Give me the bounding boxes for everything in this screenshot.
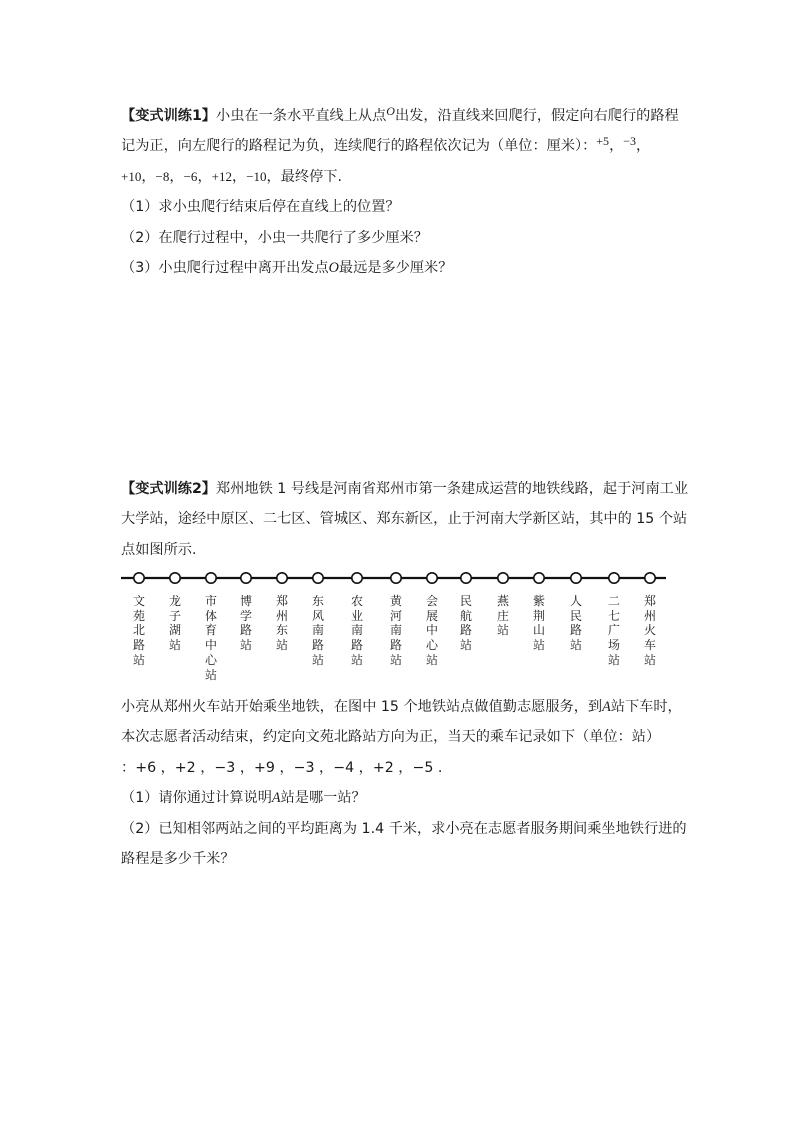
station-label: 东风南路站	[311, 594, 324, 667]
station-label: 二七广场站	[607, 594, 620, 667]
station-label: 市体育中心站	[204, 594, 217, 682]
separator: ，	[141, 169, 156, 185]
station-dot	[609, 573, 619, 583]
p1-question-1: （1）求小虫爬行结束后停在直线上的位置？	[121, 199, 400, 215]
point-o-label: O	[328, 260, 339, 276]
station-dot	[534, 573, 544, 583]
p2-after-line-1	[121, 697, 682, 717]
value-6: +12	[211, 169, 232, 184]
p2-question-2-line-1: （2）已知相邻两站之间的平均距离为 1.4 千米，求小亮在志愿者服务期间乘坐地铁行进的	[121, 821, 687, 837]
station-dot	[645, 573, 655, 583]
value-4: −8	[155, 169, 170, 184]
station-label: 郑州火车站	[643, 594, 656, 667]
station-label: 燕庄站	[496, 594, 509, 638]
separator: ，	[231, 169, 247, 185]
station-a-label: A	[602, 699, 611, 715]
station-dot	[571, 573, 581, 583]
p2-question-2-line-2: 路程是多少千米？	[121, 851, 235, 867]
station-dot	[241, 573, 251, 583]
station-a-label: A	[271, 790, 281, 806]
station-label: 人民路站	[569, 594, 582, 653]
p2-text: 小亮从郑州火车站开始乘坐地铁，在图中 15 个地铁站点做值勤志愿服务，到	[121, 699, 603, 715]
value-1: +5	[596, 134, 610, 148]
station-dot	[313, 573, 323, 583]
separator: ，	[609, 138, 624, 154]
separator: ，	[636, 138, 651, 154]
station-label: 郑州东站	[275, 594, 288, 653]
station-dot	[206, 573, 216, 583]
p1-question-2: （2）在爬行过程中，小虫一共爬行了多少厘米？	[121, 230, 428, 246]
p2-question-1	[121, 788, 366, 808]
station-label: 民航路站	[459, 594, 472, 653]
station-label: 农业南路站	[350, 594, 363, 667]
value-5: −6	[183, 169, 198, 184]
station-dot	[427, 573, 437, 583]
station-dot	[134, 573, 144, 583]
station-label: 会展中心站	[425, 594, 438, 667]
p1-text: 出发，沿直线来回爬行，假定向右爬行的路程	[394, 108, 679, 124]
p2-line-3: 点如图所示.	[121, 542, 197, 558]
p2-line-2: 大学站，途经中原区、二七区、管城区、郑东新区，止于河南大学新区站，其中的 15 个站	[121, 511, 688, 527]
separator: ，	[169, 169, 184, 185]
p2-after-line-2: 本次志愿者活动结束，约定向文苑北路站方向为正，当天的乘车记录如下（单位：站）	[121, 729, 661, 745]
p2-text: 站是哪一站？	[280, 790, 366, 806]
station-label: 龙子湖站	[168, 594, 181, 653]
point-o-label: O	[386, 104, 395, 118]
p1-text: （3）小虫爬行过程中离开出发点	[121, 260, 329, 276]
p1-bracket-title: 【变式训练1】	[121, 108, 216, 124]
p2-text: 郑州地铁 1 号线是河南省郑州市第一条建成运营的地铁线路，起于河南工业	[216, 481, 689, 497]
value-3: +10	[121, 169, 142, 184]
station-dot	[391, 573, 401, 583]
station-dot	[170, 573, 180, 583]
station-label: 博学路站	[239, 594, 252, 653]
p2-bracket-title: 【变式训练2】	[121, 481, 216, 497]
p1-text: ，最终停下.	[266, 169, 342, 185]
p1-text: 最远是多少厘米？	[338, 260, 453, 276]
p2-ride-record: ：+6 ，+2 ，−3 ，+9 ，−3 ，−4 ，+2 ，−5 .	[121, 760, 443, 776]
value-7: −10	[246, 169, 267, 184]
p1-text: 小虫在一条水平直线上从点	[216, 108, 387, 124]
separator: ，	[197, 169, 212, 185]
p1-text: 记为正，向左爬行的路程记为负，连续爬行的路程依次记为（单位：厘米）：	[121, 138, 597, 154]
station-label: 紫荆山站	[532, 594, 545, 653]
station-dot	[277, 573, 287, 583]
value-2: −3	[623, 134, 637, 148]
p2-text: 站下车时，	[610, 699, 682, 715]
station-label: 黄河南路站	[389, 594, 402, 667]
station-dot	[352, 573, 362, 583]
station-label: 文苑北路站	[132, 594, 145, 667]
station-dot	[498, 573, 508, 583]
p2-text: （1）请你通过计算说明	[121, 790, 272, 806]
station-dot	[461, 573, 471, 583]
